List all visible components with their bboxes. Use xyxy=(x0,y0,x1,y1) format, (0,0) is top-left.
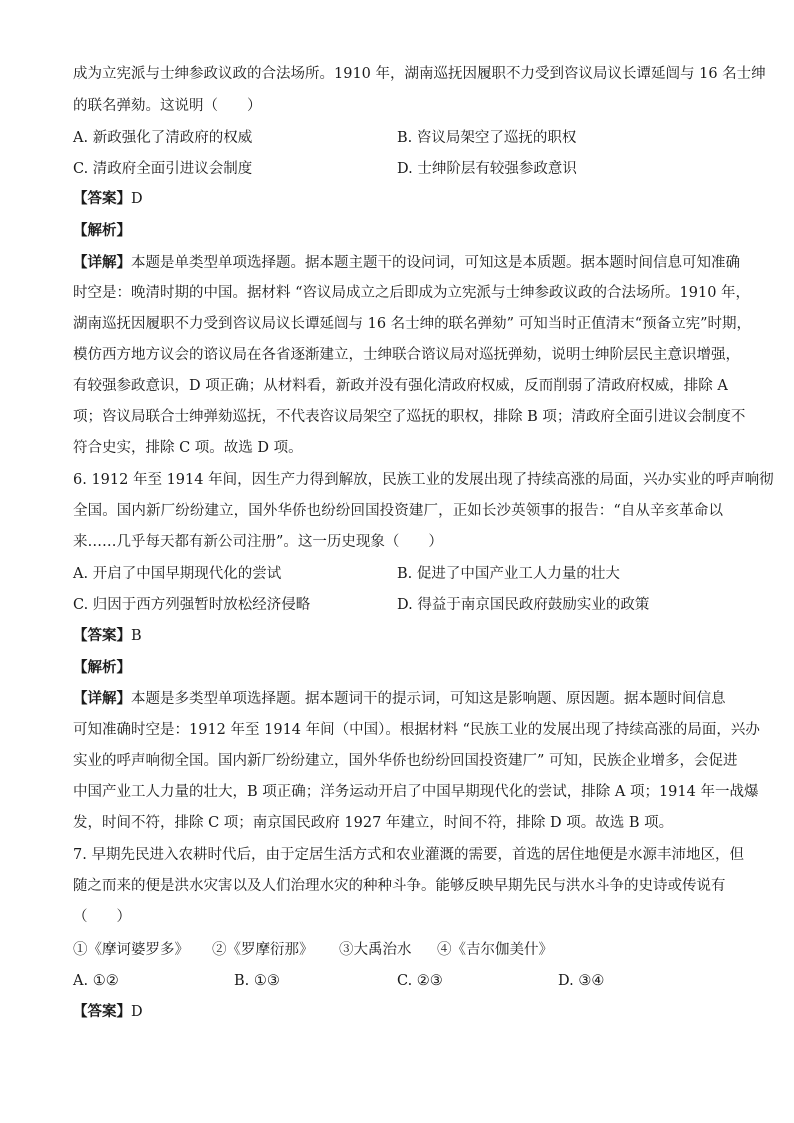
q6-detail-line-4: 中国产业工人力量的壮大，B 项正确；洋务运动开启了中国早期现代化的尝试，排除 A 项；1914 年一战爆 xyxy=(73,784,759,800)
q5-detail-line-1: 【详解】本题是单类型单项选择题。据本题主题干的设问词，可知这是本质题。据本题时间信息可知准确 xyxy=(73,254,740,271)
q7-stem-line-1: 7. 早期先民进入农耕时代后，由于定居生活方式和农业灌溉的需要，首选的居住地便是水源丰沛地区，但 xyxy=(73,847,744,863)
q7-item-3: ③大禹治水 xyxy=(339,942,412,958)
q5-detail-line-3: 湖南巡抚因履职不力受到咨议局议长谭延闿与 16 名士绅的联名弹劾” 可知当时正值清末“预备立宪”时期， xyxy=(73,316,752,332)
detail-label: 【详解】 xyxy=(73,690,131,707)
q6-answer xyxy=(73,626,142,646)
q6-detail-line-2: 可知准确时空是：1912 年至 1914 年间（中国）。根据材料 “民族工业的发展出现了持续高涨的局面，兴办 xyxy=(73,722,760,738)
q5-option-c: C. 清政府全面引进议会制度 xyxy=(73,161,253,177)
q5-analysis-label: 【解析】 xyxy=(73,222,131,239)
q7-item-4: ④《吉尔伽美什》 xyxy=(437,942,553,958)
q7-stem-line-2: 随之而来的便是洪水灾害以及人们治理水灾的种种斗争。能够反映早期先民与洪水斗争的史诗或传说有 xyxy=(73,878,726,894)
q5-detail-line-7: 符合史实，排除 C 项。故选 D 项。 xyxy=(73,440,303,456)
q5-detail-line-2: 时空是：晚清时期的中国。据材料 “咨议局成立之后即成为立宪派与士绅参政议政的合法场所。1910 年， xyxy=(73,285,751,301)
q7-answer xyxy=(73,1002,143,1022)
q5-answer xyxy=(73,189,143,209)
q7-option-d: D. ③④ xyxy=(558,973,605,989)
q6-stem-line-1: 6. 1912 年至 1914 年间，因生产力得到解放，民族工业的发展出现了持续高涨的局面，兴办实业的呼声响彻 xyxy=(73,472,774,488)
q7-option-b: B. ①③ xyxy=(234,973,280,989)
q6-option-a: A. 开启了中国早期现代化的尝试 xyxy=(73,566,282,582)
q5-stem-line-1: 成为立宪派与士绅参政议政的合法场所。1910 年，湖南巡抚因履职不力受到咨议局议长谭延闿与 16 名士绅 xyxy=(73,66,766,82)
q5-detail-line-5: 有较强参政意识，D 项正确；从材料看，新政并没有强化清政府权威，反而削弱了清政府权威，排除 A xyxy=(73,378,728,394)
q6-detail-line-3: 实业的呼声响彻全国。国内新厂纷纷建立，国外华侨也纷纷回国投资建厂” 可知，民族企业增多，会促进 xyxy=(73,753,738,769)
q6-option-c: C. 归因于西方列强暂时放松经济侵略 xyxy=(73,597,311,613)
q7-stem-line-3: （ ） xyxy=(73,909,131,925)
q6-option-b: B. 促进了中国产业工人力量的壮大 xyxy=(397,566,620,582)
q6-stem-line-3: 来……几乎每天都有新公司注册”。这一历史现象（ ） xyxy=(73,534,443,550)
answer-label: 【答案】 xyxy=(73,190,131,207)
answer-label: 【答案】 xyxy=(73,627,131,644)
answer-value: D xyxy=(131,1004,143,1020)
q5-detail-line-4: 模仿西方地方议会的谘议局在各省逐渐建立，士绅联合谘议局对巡抚弹劾，说明士绅阶层民主意识增强， xyxy=(73,347,740,363)
q6-detail-line-5: 发，时间不符，排除 C 项；南京国民政府 1927 年建立，时间不符，排除 D 项。故选 B 项。 xyxy=(73,815,674,831)
q6-stem-line-2: 全国。国内新厂纷纷建立，国外华侨也纷纷回国投资建厂，正如长沙英领事的报告：“自从辛亥革命以 xyxy=(73,503,723,519)
q7-item-1: ①《摩诃婆罗多》 xyxy=(73,942,189,958)
q5-option-b: B. 咨议局架空了巡抚的职权 xyxy=(397,130,577,146)
q7-option-a: A. ①② xyxy=(73,973,119,989)
answer-value: B xyxy=(131,628,142,644)
q5-detail-line-6: 项；咨议局联合士绅弹劾巡抚，不代表咨议局架空了巡抚的职权，排除 B 项；清政府全面引进议会制度不 xyxy=(73,409,746,425)
q7-option-c: C. ②③ xyxy=(397,973,443,989)
q6-option-d: D. 得益于南京国民政府鼓励实业的政策 xyxy=(397,597,650,613)
q6-analysis-label: 【解析】 xyxy=(73,659,131,676)
detail-label: 【详解】 xyxy=(73,254,131,271)
answer-label: 【答案】 xyxy=(73,1003,131,1020)
q5-option-a: A. 新政强化了清政府的权威 xyxy=(73,130,253,146)
answer-value: D xyxy=(131,191,143,207)
q6-detail-line-1: 【详解】本题是多类型单项选择题。据本题词干的提示词，可知这是影响题、原因题。据本题时间信息 xyxy=(73,690,726,707)
q5-option-d: D. 士绅阶层有较强参政意识 xyxy=(397,161,577,177)
q5-stem-line-2: 的联名弹劾。这说明（ ） xyxy=(73,98,262,114)
q7-item-2: ②《罗摩衍那》 xyxy=(212,942,314,958)
